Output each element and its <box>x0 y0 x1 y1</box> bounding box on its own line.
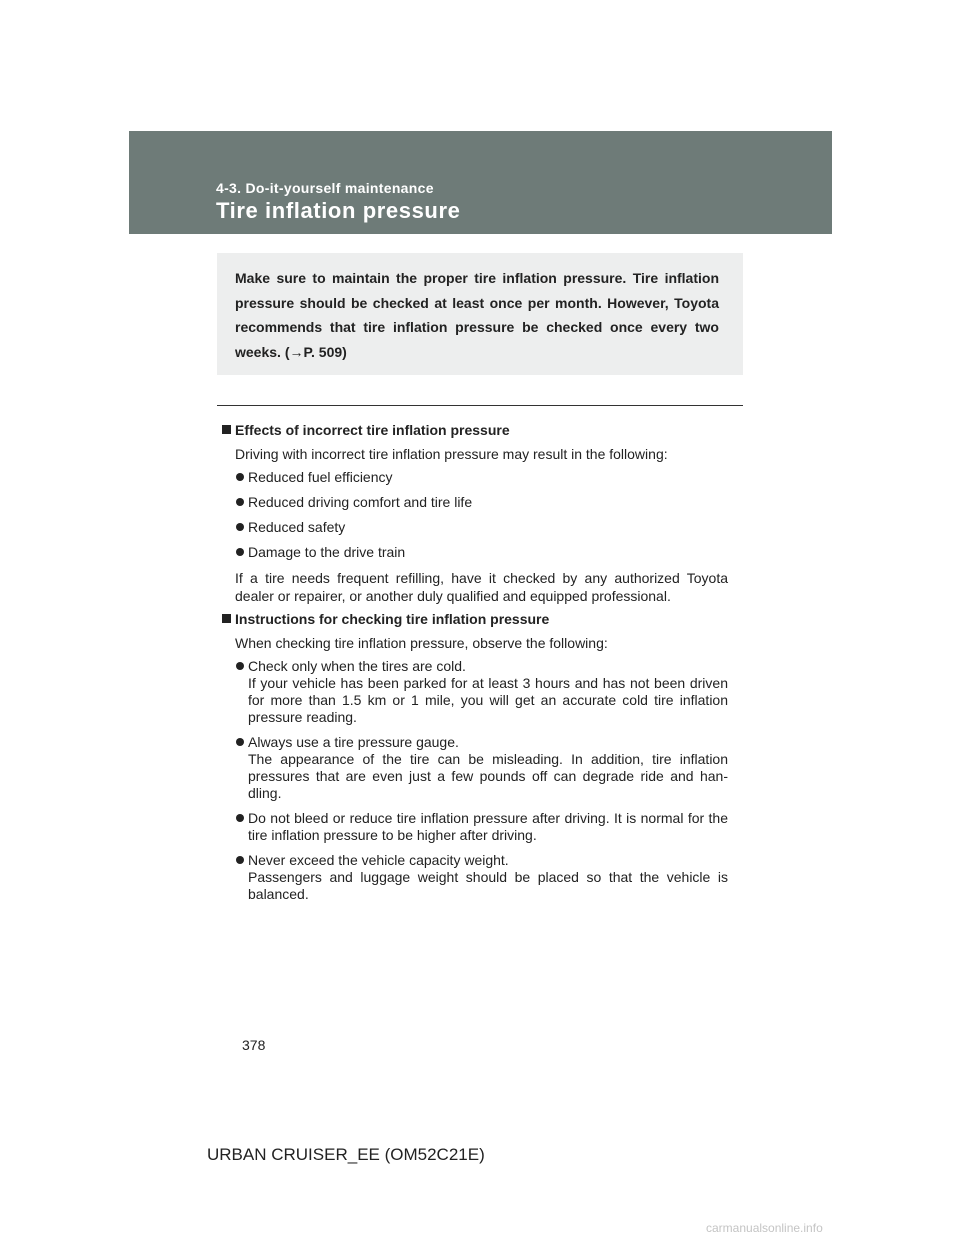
list-item-detail: If your vehicle has been parked for at least 3 hours and has not been driven for more than 1.5 km or 1 mile, you will get an accurate cold tire inflation pressure reading. <box>248 675 728 725</box>
list-item <box>235 658 728 726</box>
section-heading-text: Effects of incorrect tire inflation pressure <box>235 422 510 438</box>
section-heading-text: Instructions for checking tire inflation pressure <box>235 611 550 627</box>
list-item <box>235 494 728 511</box>
round-bullet-icon <box>236 662 244 670</box>
list-item-text: Reduced fuel efficiency <box>248 469 393 485</box>
round-bullet-icon <box>236 498 244 506</box>
section-heading <box>220 611 728 628</box>
page-title: Tire inflation pressure <box>216 198 461 223</box>
divider <box>217 405 743 406</box>
list-item <box>235 810 728 844</box>
list-item <box>235 852 728 903</box>
section-label: 4-3. Do-it-yourself maintenance <box>216 180 434 196</box>
list-item-detail: Passengers and luggage weight should be placed so that the vehicle is balanced. <box>248 869 728 902</box>
round-bullet-icon <box>236 738 244 746</box>
round-bullet-icon <box>236 814 244 822</box>
model-code: URBAN CRUISER_EE (OM52C21E) <box>207 1145 485 1164</box>
section-tail: If a tire needs frequent refilling, have it checked by any authorized Toyota dealer or repairer, or another duly qualified and equipped professional. <box>235 570 728 604</box>
list-item-text: Reduced driving comfort and tire life <box>248 494 473 510</box>
watermark: carmanualsonline.info <box>706 1221 823 1235</box>
section-heading <box>220 422 728 439</box>
square-bullet-icon <box>222 425 231 434</box>
list-item-text: Reduced safety <box>248 519 346 535</box>
list-item <box>235 544 728 561</box>
list-item-text: Do not bleed or reduce tire inflation pressure after driving. It is normal for the tire inflation pressure to be higher after driving. <box>248 810 728 843</box>
section-lead: When checking tire inflation pressure, observe the following: <box>235 635 608 651</box>
round-bullet-icon <box>236 548 244 556</box>
list-item-detail: The appearance of the tire can be misleading. In addition, tire inflation pressures that are even just a few pounds off can degrade ride and han-dling. <box>248 751 728 801</box>
content <box>220 422 728 911</box>
intro-box <box>217 253 743 375</box>
round-bullet-icon <box>236 856 244 864</box>
list-item <box>235 734 728 802</box>
list-item <box>235 469 728 486</box>
page-number: 378 <box>242 1037 266 1053</box>
round-bullet-icon <box>236 473 244 481</box>
round-bullet-icon <box>236 523 244 531</box>
intro-text: Make sure to maintain the proper tire inflation pressure. Tire inflation pressure should be checked at least once per month. However, Toyota recommends that tire inflation pressure be checked once every two weeks. (→P. 509) <box>235 270 719 360</box>
square-bullet-icon <box>222 614 231 623</box>
list-item-text: Damage to the drive train <box>248 544 406 560</box>
list-item-text: Check only when the tires are cold. <box>248 658 466 674</box>
section-lead: Driving with incorrect tire inflation pressure may result in the following: <box>235 446 668 462</box>
list-item-text: Always use a tire pressure gauge. <box>248 734 459 750</box>
list-item <box>235 519 728 536</box>
list-item-text: Never exceed the vehicle capacity weight. <box>248 852 509 868</box>
